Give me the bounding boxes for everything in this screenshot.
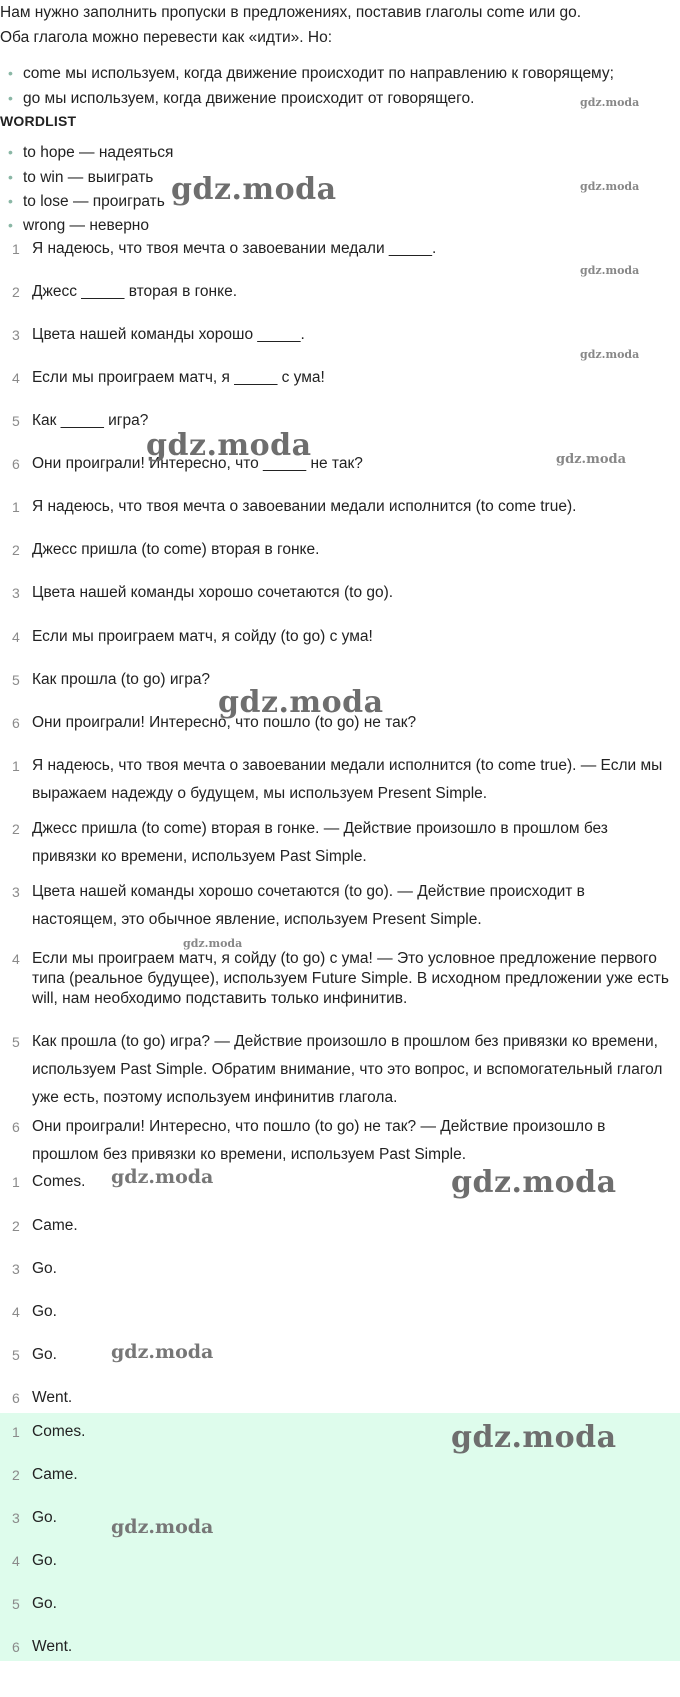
highlighted-answers-panel <box>0 1413 680 1661</box>
explanation-item: 2 Джесс пришла (to come) вторая в гонке. — Действие произошло в прошлом без привязки ко времени, используем Past Simple. <box>12 820 608 865</box>
watermark: gdz.moda <box>580 264 640 277</box>
intro-line-1: Нам нужно заполнить пропуски в предложениях, поставив глаголы come или go. <box>0 4 582 21</box>
watermark: gdz.moda <box>111 1166 214 1188</box>
watermark: gdz.moda <box>580 96 640 109</box>
watermark: gdz.moda <box>580 180 640 193</box>
intro-text <box>0 0 670 50</box>
answer-item: 1 Comes. <box>12 1173 86 1190</box>
answer-item: 2 Came. <box>12 1217 78 1234</box>
exercise-item: 3 Цвета нашей команды хорошо _____. <box>12 326 305 343</box>
explanation-item: 6 Они проиграли! Интересно, что пошло (to go) не так? — Действие произошло в прошлом без привязки ко времени, используем Past Simple. <box>12 1118 606 1163</box>
filled-item: 6 Они проиграли! Интересно, что пошло (to go) не так? <box>12 714 417 731</box>
watermark: gdz.moda <box>556 452 627 467</box>
bullet-icon: • <box>8 144 13 160</box>
watermark: gdz.moda <box>111 1341 214 1363</box>
watermark: gdz.moda <box>451 1165 617 1200</box>
highlighted-answer-item: 2 Came. <box>12 1466 78 1483</box>
answer-item: 6 Went. <box>12 1389 73 1406</box>
watermark: gdz.moda <box>171 172 337 207</box>
wordlist-title: WORDLIST <box>0 113 77 129</box>
filled-item: 4 Если мы проиграем матч, я сойду (to go) с ума! <box>12 628 373 645</box>
wordlist-item: • wrong — неверно <box>8 214 668 237</box>
highlighted-answer-item: 1 Comes. <box>12 1423 86 1440</box>
exercise-item: 1 Я надеюсь, что твоя мечта о завоевании медали _____. <box>12 240 437 257</box>
watermark: gdz.moda <box>111 1516 214 1538</box>
highlighted-answer-item: 4 Go. <box>12 1552 57 1569</box>
filled-item: 5 Как прошла (to go) игра? <box>12 671 211 688</box>
exercise-item: 2 Джесс _____ вторая в гонке. <box>12 283 237 300</box>
answer-item: 5 Go. <box>12 1346 57 1363</box>
highlighted-answer-item: 6 Went. <box>12 1638 73 1655</box>
exercise-item: 4 Если мы проиграем матч, я _____ с ума! <box>12 369 325 386</box>
wordlist-item: • to lose — проиграть <box>8 190 668 213</box>
answer-item: 4 Go. <box>12 1303 57 1320</box>
bullet-icon: • <box>8 193 13 209</box>
exercise-item: 6 Они проиграли! Интересно, что _____ не так? <box>12 455 363 472</box>
bullet-icon: • <box>8 217 13 233</box>
explanation-item: 5 Как прошла (to go) игра? — Действие произошло в прошлом без привязки ко времени, используем Past Simple. Обратим внимание, что это вопрос, и вспомогательный глагол уже есть, поэтому используем инфинитив глагола. <box>12 1033 663 1106</box>
watermark: gdz.moda <box>146 428 312 463</box>
answer-item: 3 Go. <box>12 1260 57 1277</box>
bullet-icon: • <box>8 65 13 81</box>
bullet-icon: • <box>8 90 13 106</box>
watermark: gdz.moda <box>218 685 384 720</box>
wordlist-item: • to win — выиграть <box>8 166 668 189</box>
filled-item: 2 Джесс пришла (to come) вторая в гонке. <box>12 541 320 558</box>
filled-item: 3 Цвета нашей команды хорошо сочетаются (to go). <box>12 584 394 601</box>
rule-item-go: • go мы используем, когда движение происходит от говорящего. <box>8 87 668 110</box>
intro-line-2: Оба глагола можно перевести как «идти». Но: <box>0 29 333 46</box>
watermark: gdz.moda <box>183 937 243 950</box>
highlighted-answer-item: 3 Go. <box>12 1509 57 1526</box>
rule-item-come: • come мы используем, когда движение происходит по направлению к говорящему; <box>8 62 668 85</box>
watermark: gdz.moda <box>451 1420 617 1455</box>
wordlist-item: • to hope — надеяться <box>8 141 668 164</box>
explanation-item: 3 Цвета нашей команды хорошо сочетаются (to go). — Действие происходит в настоящем, это обычное явление, используем Present Simple. <box>12 883 585 928</box>
filled-item: 1 Я надеюсь, что твоя мечта о завоевании медали исполнится (to come true). <box>12 498 577 515</box>
highlighted-answer-item: 5 Go. <box>12 1595 57 1612</box>
explanation-item: 4 Если мы проиграем матч, я сойду (to go) с ума! — Это условное предложение первого типа (реальное будущее), используем Future Simple. В исходном предложении уже есть will, нам необходимо подставить только инфинитив. <box>12 950 669 1007</box>
exercise-item: 5 Как _____ игра? <box>12 412 149 429</box>
watermark: gdz.moda <box>580 348 640 361</box>
bullet-icon: • <box>8 169 13 185</box>
explanation-item: 1 Я надеюсь, что твоя мечта о завоевании медали исполнится (to come true). — Если мы выражаем надежду о будущем, мы используем Present Simple. <box>12 757 663 802</box>
